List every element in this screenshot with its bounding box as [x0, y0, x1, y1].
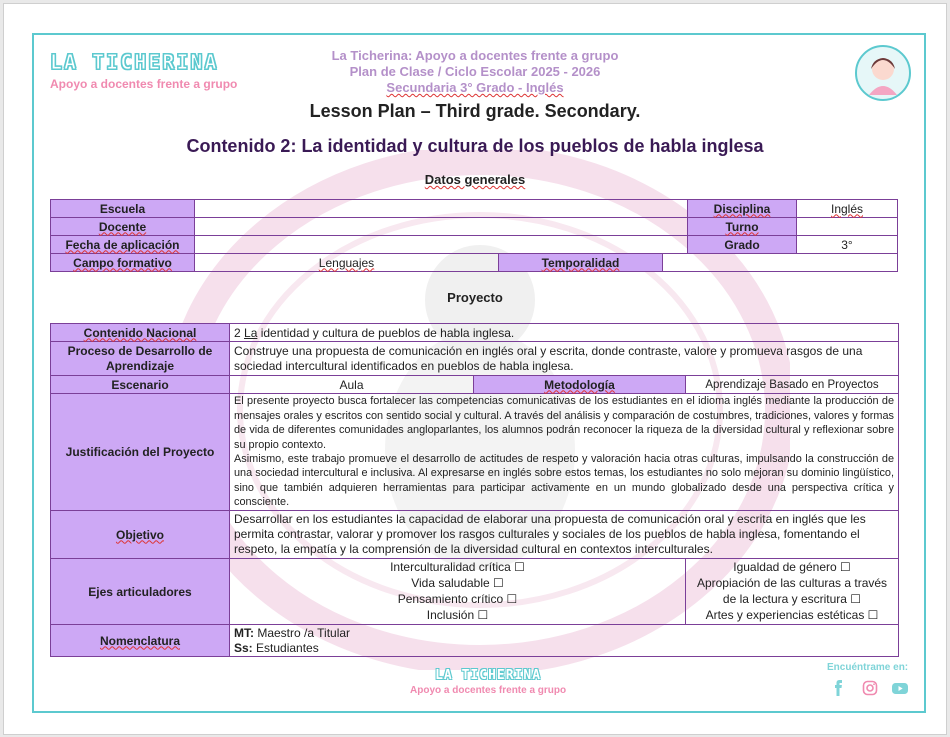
nomenclatura-value: [230, 625, 899, 657]
justificacion-value: [230, 394, 899, 511]
metodologia-label-text: Metodología: [544, 377, 615, 392]
pda-label: [51, 342, 230, 376]
header-line-2: Plan de Clase / Ciclo Escolar 2025 - 2026: [349, 64, 601, 79]
docente-label: [51, 218, 195, 236]
campo-value-text: Lenguajes: [318, 255, 375, 270]
ejes-right: [686, 559, 899, 625]
disciplina-value: [797, 200, 898, 218]
ejes-label: Ejes articuladores: [51, 559, 230, 625]
datos-heading-text: Datos generales: [424, 172, 526, 187]
fecha-label: [51, 236, 195, 254]
temporalidad-label: [499, 254, 663, 272]
grado-value: 3°: [797, 236, 898, 254]
disciplina-label: [688, 200, 797, 218]
contenido-text: identidad y cultura de pueblos de habla inglesa.: [257, 325, 515, 340]
temporalidad-value: [663, 254, 898, 272]
fecha-value: [195, 236, 688, 254]
page-subtitle: Contenido 2: La identidad y cultura de los pueblos de habla inglesa: [186, 136, 764, 156]
mt-key: MT:: [234, 625, 254, 640]
disciplina-label-text: Disciplina: [713, 201, 771, 216]
metodologia-label: [474, 376, 686, 394]
contenido-number: 2: [234, 325, 245, 340]
ss-value: Estudiantes: [252, 640, 319, 655]
ejes-left: [230, 559, 686, 625]
header-line-3: [0, 80, 950, 96]
eje-item[interactable]: Pensamiento crítico ☐: [397, 592, 518, 606]
find-me-label: Encuéntrame en:: [827, 662, 909, 673]
eje-item[interactable]: Apropiación de las culturas a través de la lectura y escritura ☐: [696, 576, 888, 606]
turno-value: [797, 218, 898, 236]
campo-value: [195, 254, 499, 272]
mt-value: Maestro /a Titular: [254, 625, 351, 640]
proyecto-heading: Proyecto: [447, 290, 503, 305]
facebook-icon[interactable]: [830, 680, 848, 696]
campo-label: [51, 254, 195, 272]
header-line-1: La Ticherina: Apoyo a docentes frente a grupo: [331, 48, 619, 63]
escuela-label: Escuela: [51, 200, 195, 218]
nomenclatura-label: [51, 625, 230, 657]
escenario-value: Aula: [230, 376, 474, 394]
datos-table: [50, 199, 898, 272]
nomenclatura-label-text: Nomenclatura: [99, 633, 181, 648]
contenido-label: [51, 324, 230, 342]
footer-brand-name: LA TICHERINA: [435, 668, 542, 683]
temporalidad-label-text: Temporalidad: [541, 255, 620, 270]
justificacion-label: Justificación del Proyecto: [51, 394, 230, 511]
proyecto-table: [50, 323, 899, 657]
footer-tagline: Apoyo a docentes frente a grupo: [410, 685, 567, 696]
objetivo-value: Desarrollar en los estudiantes la capacidad de elaborar una propuesta de comunicación oral y escrita en inglés que les permita contrastar, valorar y promover los rasgos culturales y sociales de los pueblos de habla inglesa, fomentando el respeto, la empatía y la comprensión de la diversidad cultural en contextos interculturales.: [230, 511, 899, 559]
brand-tagline: Apoyo a docentes frente a grupo: [50, 77, 238, 91]
eje-item[interactable]: Vida saludable ☐: [411, 576, 504, 590]
objetivo-label: [51, 511, 230, 559]
header-line-3-text: Secundaria 3° Grado - Inglés: [386, 80, 564, 95]
pda-value: Construye una propuesta de comunicación en inglés oral y escrita, donde contraste, valore y promueva rasgos de una sociedad intercultural identificados en pueblos de habla inglesa.: [230, 342, 899, 376]
instagram-icon[interactable]: [861, 680, 879, 696]
objetivo-label-text: Objetivo: [115, 527, 164, 542]
youtube-icon[interactable]: [891, 680, 909, 696]
eje-item[interactable]: Artes y experiencias estéticas ☐: [705, 608, 879, 622]
contenido-label-text: Contenido Nacional: [83, 325, 197, 340]
fecha-label-text: Fecha de aplicación: [65, 237, 180, 252]
avatar-icon: [857, 47, 909, 99]
justificacion-paragraph-1: El presente proyecto busca fortalecer las competencias comunicativas de los estudiantes en el idioma inglés mediante la producción de mensajes orales y escritos con sentido social y cultural. A través del análisis y comparación de costumbres, tradiciones, valores y formas de vida de diferentes comunidades angloparlantes, los alumnos podrán reconocer la riqueza de la diversidad cultural y reflexionar sobre su propio contexto.: [234, 395, 895, 451]
page-title: Lesson Plan – Third grade. Secondary.: [309, 101, 641, 121]
escenario-label: Escenario: [51, 376, 230, 394]
brand-name: LA TICHERINA: [50, 50, 219, 74]
nomenclatura-mt: [234, 626, 894, 641]
eje-item[interactable]: Interculturalidad crítica ☐: [390, 560, 525, 574]
contenido-la: La: [244, 325, 258, 340]
nomenclatura-ss: [234, 641, 894, 656]
docente-label-text: Docente: [98, 219, 147, 234]
contenido-value: [230, 324, 899, 342]
footer-logo: [410, 668, 566, 696]
grado-label: Grado: [688, 236, 797, 254]
justificacion-paragraph-2: Asimismo, este trabajo promueve el desarrollo de actitudes de respeto y valoración hacia otras culturas, impulsando la construcción de una sociedad intercultural e inclusiva. Al expresarse en inglés sobre estos temas, los estudiantes no solo mejoran su dominio lingüístico, sino que también adquieren herramientas para participar activamente en un mundo globalizado desde una perspectiva crítica y consciente.: [234, 453, 895, 509]
turno-label: [688, 218, 797, 236]
escuela-value: [195, 200, 688, 218]
eje-item[interactable]: Inclusión ☐: [426, 608, 489, 622]
avatar: [855, 45, 911, 101]
datos-heading: [0, 172, 950, 187]
ss-key: Ss:: [234, 640, 253, 655]
campo-label-text: Campo formativo: [73, 255, 172, 270]
docente-value: [195, 218, 688, 236]
disciplina-value-text: Inglés: [830, 201, 864, 216]
pda-label-text: Proceso de Desarrollo de Aprendizaje: [67, 343, 213, 373]
turno-label-text: Turno: [725, 219, 759, 234]
eje-item[interactable]: Igualdad de género ☐: [733, 560, 851, 574]
metodologia-value: Aprendizaje Basado en Proyectos: [686, 376, 899, 394]
